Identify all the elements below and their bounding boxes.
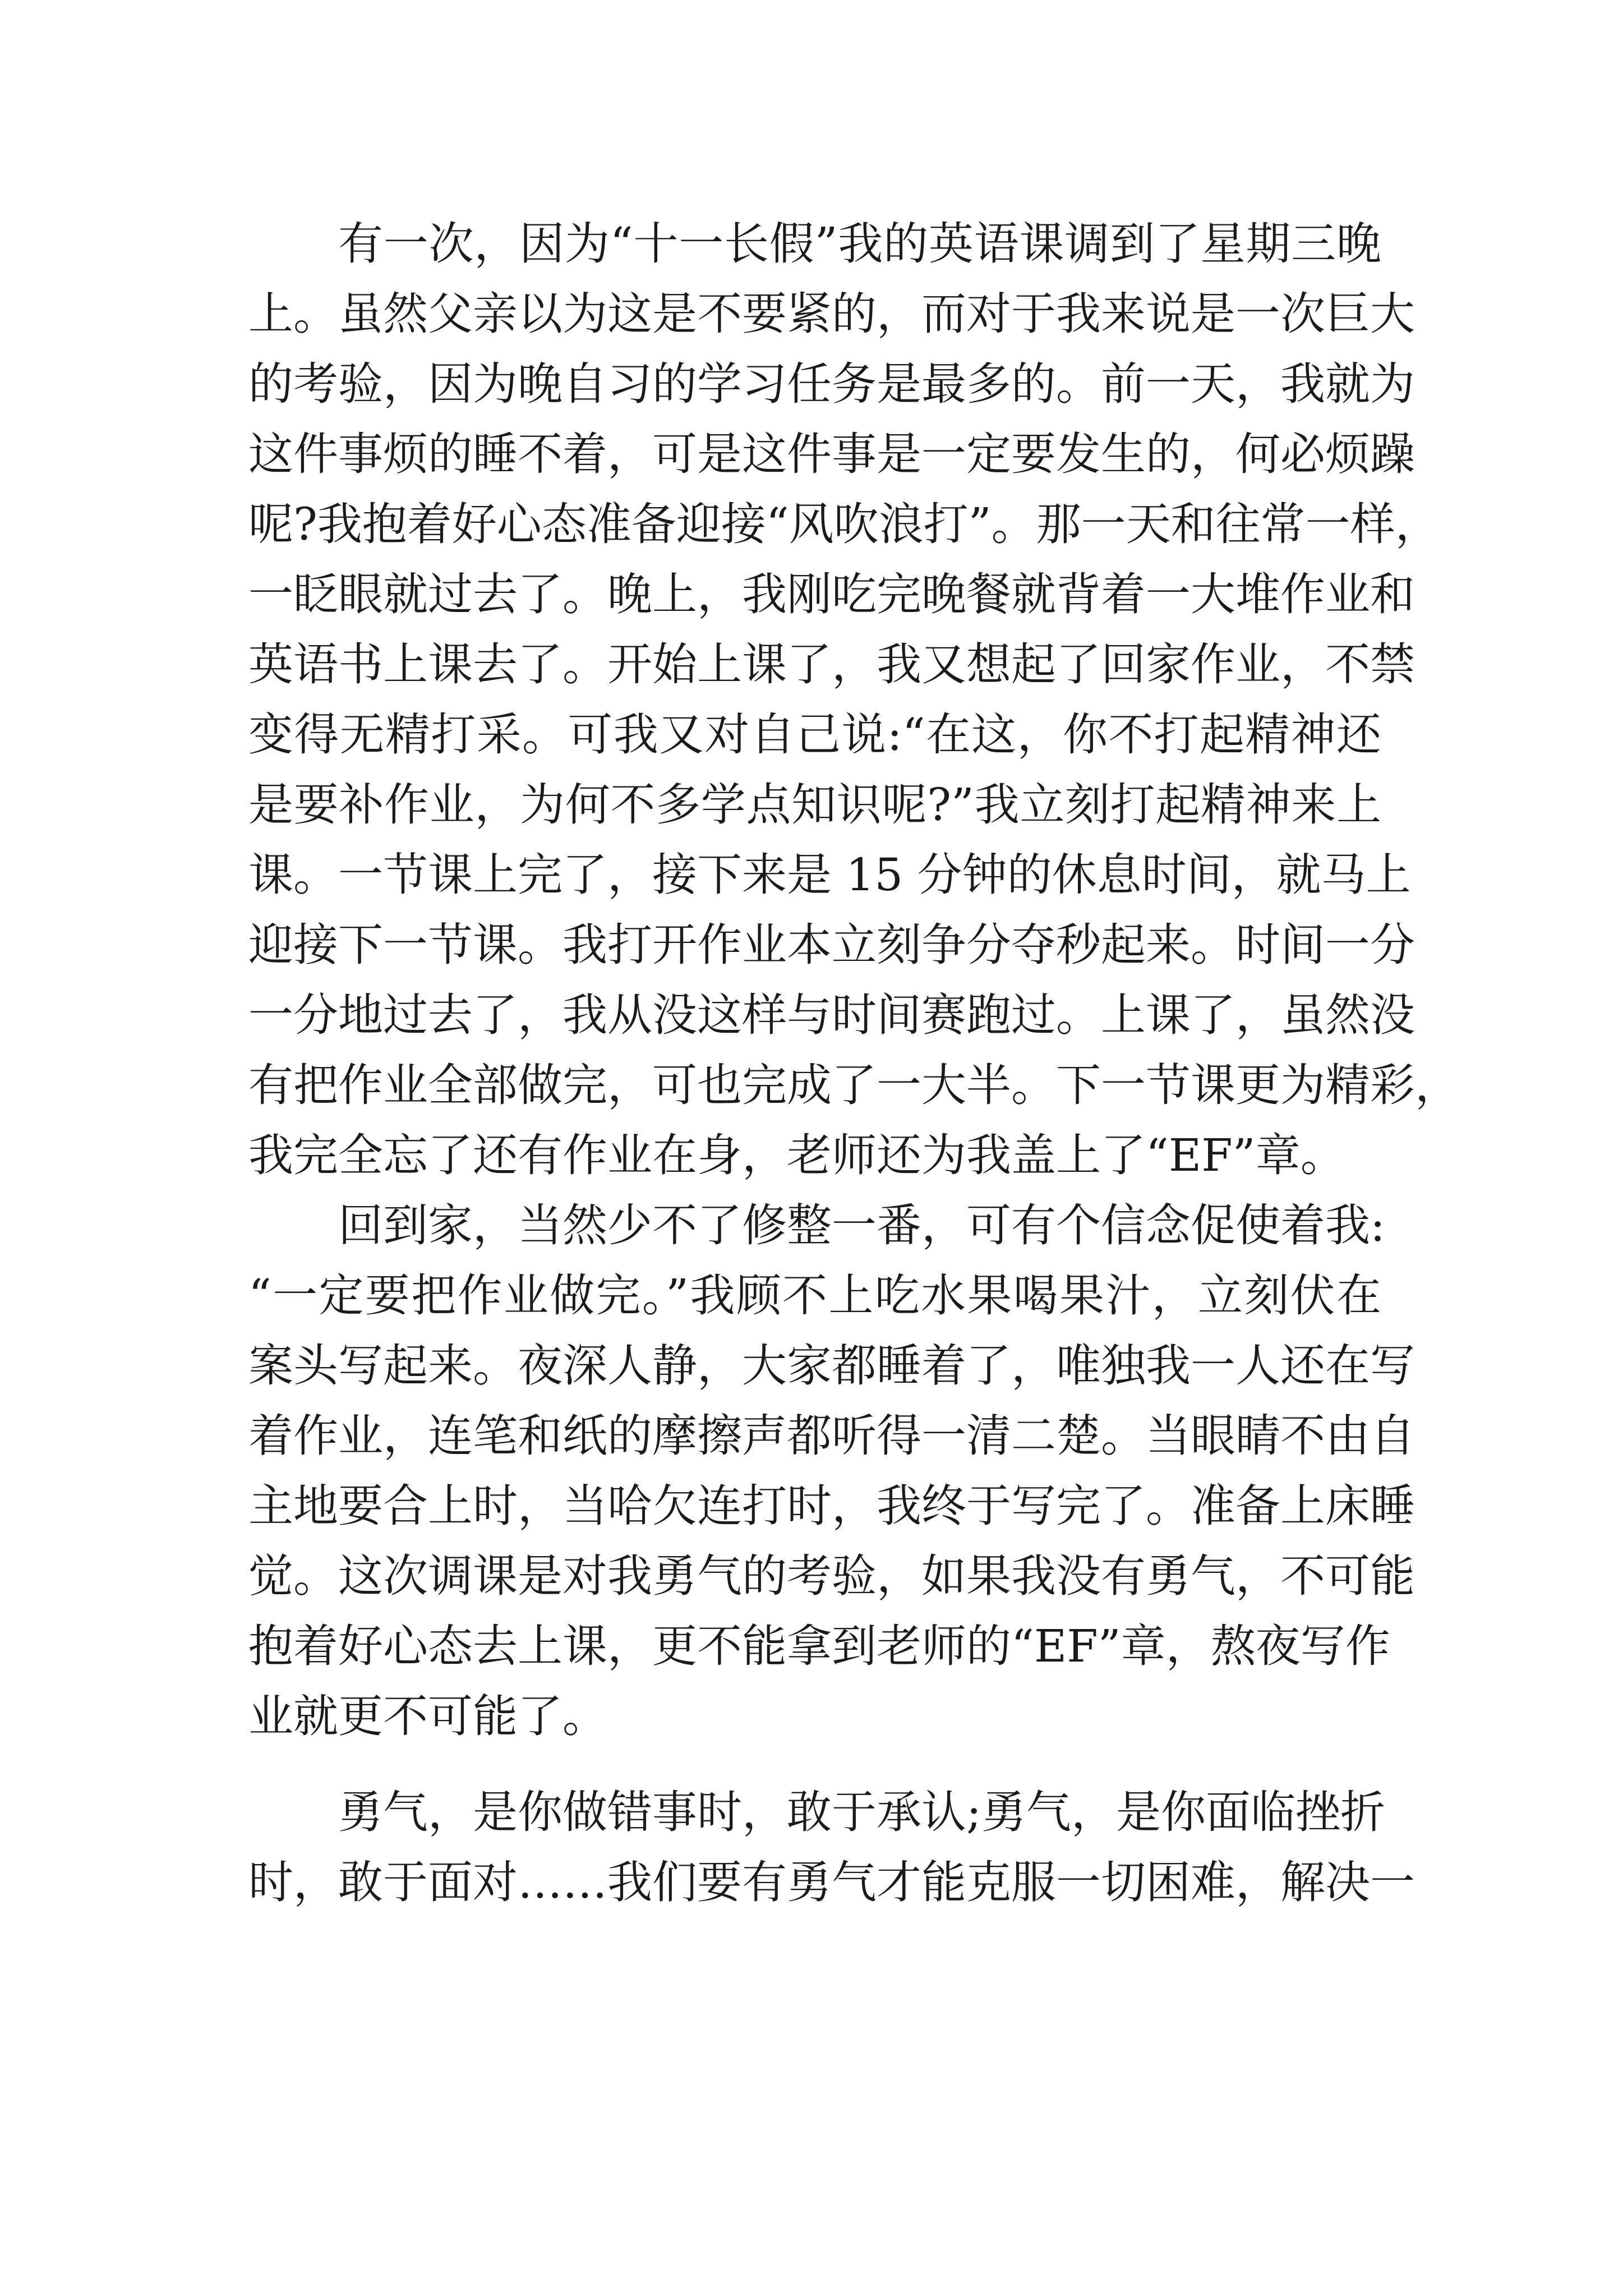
- text-line: 勇气，是你做错事时，敢于承认;勇气，是你面临挫折: [338, 1786, 1385, 1838]
- text-line: 有一次，因为“十一长假”我的英语课调到了星期三晚: [338, 218, 1381, 270]
- text-line: 这件事烦的睡不着，可是这件事是一定要发生的，何必烦躁: [248, 428, 1415, 480]
- text-line: 觉。这次调课是对我勇气的考验，如果我没有勇气，不可能: [248, 1550, 1415, 1602]
- text-line: 的考验，因为晚自习的学习任务是最多的。前一天，我就为: [248, 358, 1415, 410]
- text-line: 上。虽然父亲以为这是不要紧的，而对于我来说是一次巨大: [248, 288, 1415, 340]
- paragraph-1: [248, 209, 1460, 1190]
- text-line: 回到家，当然少不了修整一番，可有个信念促使着我:: [338, 1199, 1385, 1251]
- text-line: 是要补作业，为何不多学点知识呢?”我立刻打起精神来上: [248, 779, 1381, 831]
- text-line: 英语书上课去了。开始上课了，我又想起了回家作业，不禁: [248, 638, 1415, 691]
- paragraph-spacer: [248, 1751, 1381, 1777]
- text-line: 主地要合上时，当哈欠连打时，我终于写完了。准备上床睡: [248, 1480, 1415, 1532]
- text-line: 变得无精打采。可我又对自己说:“在这，你不打起精神还: [248, 708, 1381, 761]
- text-line: 迎接下一节课。我打开作业本立刻争分夺秒起来。时间一分: [248, 919, 1415, 971]
- text-line: 时，敢于面对……我们要有勇气才能克服一切困难，解决一: [248, 1856, 1415, 1908]
- text-line: 业就更不可能了。: [248, 1690, 607, 1742]
- text-line: “一定要把作业做完。”我顾不上吃水果喝果汁，立刻伏在: [248, 1269, 1381, 1322]
- text-line: 我完全忘了还有作业在身，老师还为我盖上了“EF”章。: [248, 1129, 1345, 1181]
- text-line: 一眨眼就过去了。晚上，我刚吃完晚餐就背着一大堆作业和: [248, 568, 1415, 620]
- paragraph-3: [248, 1777, 1415, 1917]
- body-text: [248, 209, 1460, 1917]
- text-line: 抱着好心态去上课，更不能拿到老师的“EF”章，熬夜写作: [248, 1620, 1390, 1672]
- text-line: 着作业，连笔和纸的摩擦声都听得一清二楚。当眼睛不由自: [248, 1410, 1415, 1462]
- paragraph-2: [248, 1190, 1415, 1751]
- text-line: 案头写起来。夜深人静，大家都睡着了，唯独我一人还在写: [248, 1340, 1415, 1392]
- text-line: 呢?我抱着好心态准备迎接“风吹浪打”。那一天和往常一样，: [248, 498, 1440, 550]
- text-line: 课。一节课上完了，接下来是 15 分钟的休息时间，就马上: [248, 849, 1411, 901]
- text-line: 一分地过去了，我从没这样与时间赛跑过。上课了，虽然没: [248, 989, 1415, 1041]
- text-line: 有把作业全部做完，可也完成了一大半。下一节课更为精彩，: [248, 1059, 1460, 1111]
